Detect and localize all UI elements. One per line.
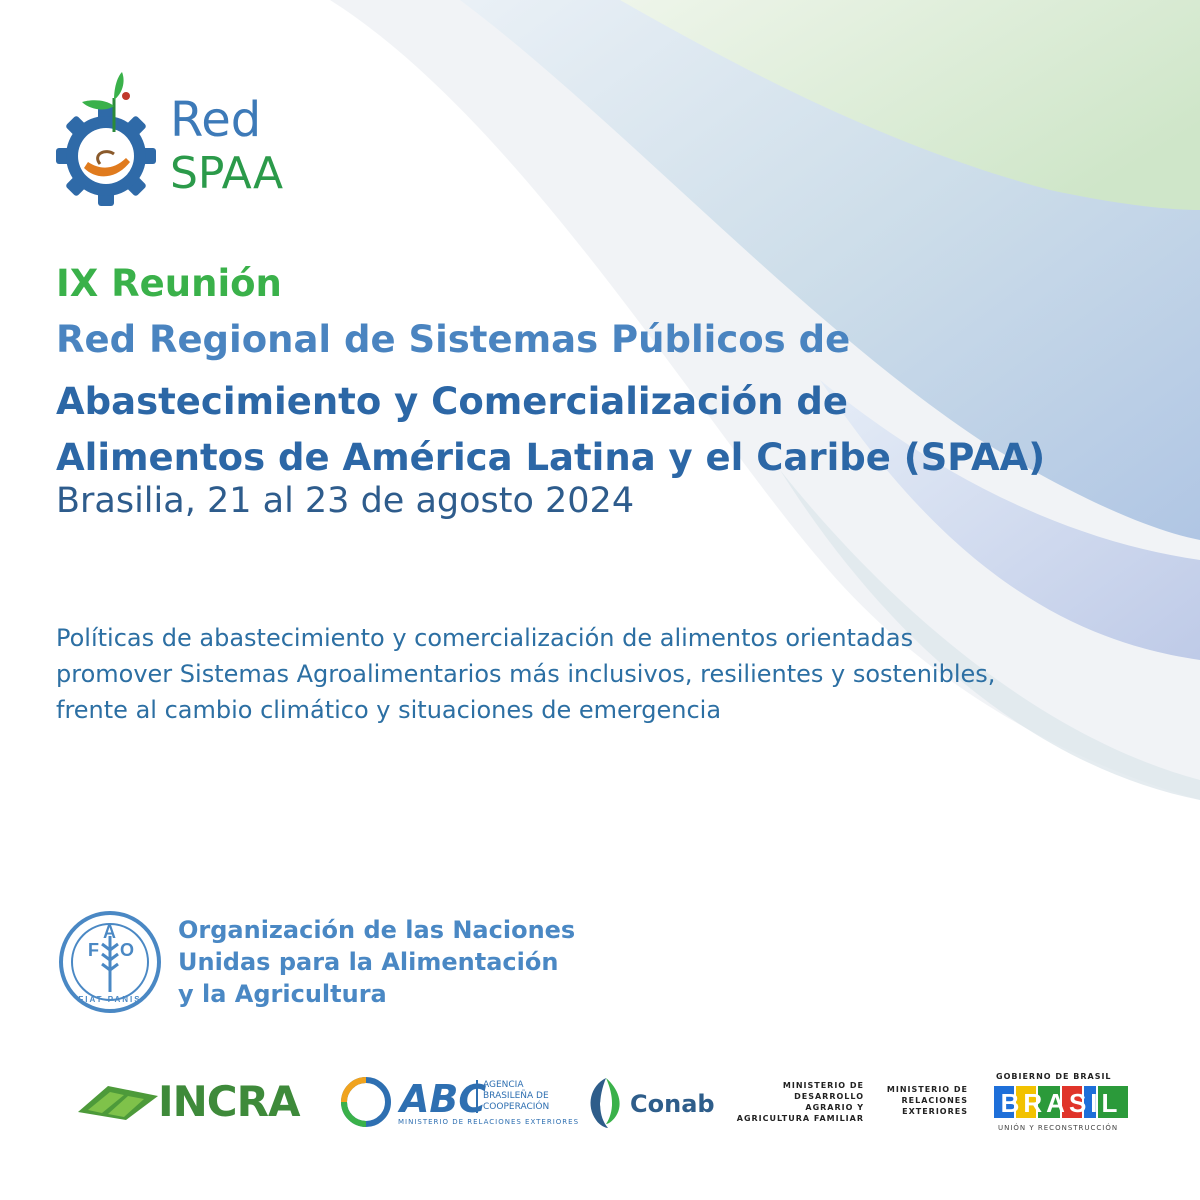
mda-line4: AGRICULTURA FAMILIAR bbox=[736, 1114, 864, 1123]
mda-line1: MINISTERIO DE bbox=[782, 1081, 864, 1090]
gov-brasil-bottom: UNIÓN Y RECONSTRUCCIÓN bbox=[998, 1124, 1119, 1132]
event-title-line1: Abastecimiento y Comercialización de bbox=[56, 380, 848, 423]
brasil-wordmark-icon bbox=[994, 1082, 1130, 1122]
incra-logo-text: INCRA bbox=[158, 1077, 300, 1126]
abc-ministry: MINISTERIO DE RELACIONES EXTERIORES bbox=[398, 1118, 580, 1126]
gov-brasil-top: GOBIERNO DE BRASIL bbox=[996, 1072, 1112, 1081]
fao-motto: FIAT PANIS bbox=[78, 995, 142, 1004]
incra-fields-icon bbox=[78, 1086, 158, 1120]
mre-logo bbox=[880, 1084, 968, 1117]
fao-letter-o: O bbox=[120, 940, 135, 960]
event-dateline: Brasilia, 21 al 23 de agosto 2024 bbox=[56, 481, 635, 521]
fao-letter-f: F bbox=[88, 940, 99, 960]
mda-line2: DESARROLLO bbox=[794, 1092, 864, 1101]
abc-agency-line3: COOPERACIÓN bbox=[483, 1102, 550, 1112]
mre-line3: EXTERIORES bbox=[902, 1107, 968, 1116]
fao-name-line3: y la Agricultura bbox=[178, 980, 387, 1008]
event-title bbox=[56, 374, 1156, 486]
conab-logo-text: Conab bbox=[630, 1090, 715, 1118]
logo-red-text: Red bbox=[170, 92, 262, 148]
abc-agency-name bbox=[476, 1080, 549, 1113]
event-title-line2: Alimentos de América Latina y el Caribe (SPAA) bbox=[56, 436, 1046, 479]
mre-line1: MINISTERIO DE bbox=[886, 1085, 968, 1094]
abc-swirl-icon bbox=[336, 1076, 398, 1128]
logo-spaa-text: SPAA bbox=[170, 148, 284, 199]
mda-logo bbox=[736, 1080, 864, 1124]
description-line3: frente al cambio climático y situaciones de emergencia bbox=[56, 696, 722, 724]
description bbox=[56, 620, 1156, 728]
mda-line3: AGRARIO Y bbox=[805, 1103, 864, 1112]
description-line2: promover Sistemas Agroalimentarios más inclusivos, resilientes y sostenibles, bbox=[56, 660, 996, 688]
headline: IX Reunión bbox=[56, 262, 282, 305]
red-spaa-gear-icon bbox=[52, 70, 162, 210]
subtitle: Red Regional de Sistemas Públicos de bbox=[56, 318, 851, 361]
mre-line2: RELACIONES bbox=[901, 1096, 968, 1105]
abc-agency-line2: BRASILEÑA DE bbox=[483, 1091, 549, 1101]
conab-leaf-icon bbox=[584, 1076, 628, 1130]
abc-agency-line1: AGENCIA bbox=[483, 1080, 524, 1090]
fao-emblem-icon bbox=[58, 910, 162, 1014]
fao-letter-a: A bbox=[103, 922, 116, 942]
fao-name-line2: Unidas para la Alimentación bbox=[178, 948, 559, 976]
fao-name-line1: Organización de las Naciones bbox=[178, 916, 576, 944]
abc-logo-text: ABC bbox=[400, 1077, 487, 1121]
fao-name bbox=[178, 914, 575, 1010]
brasil-wordmark-text: BRASIL bbox=[1000, 1088, 1122, 1118]
description-line1: Políticas de abastecimiento y comercialización de alimentos orientadas bbox=[56, 624, 914, 652]
